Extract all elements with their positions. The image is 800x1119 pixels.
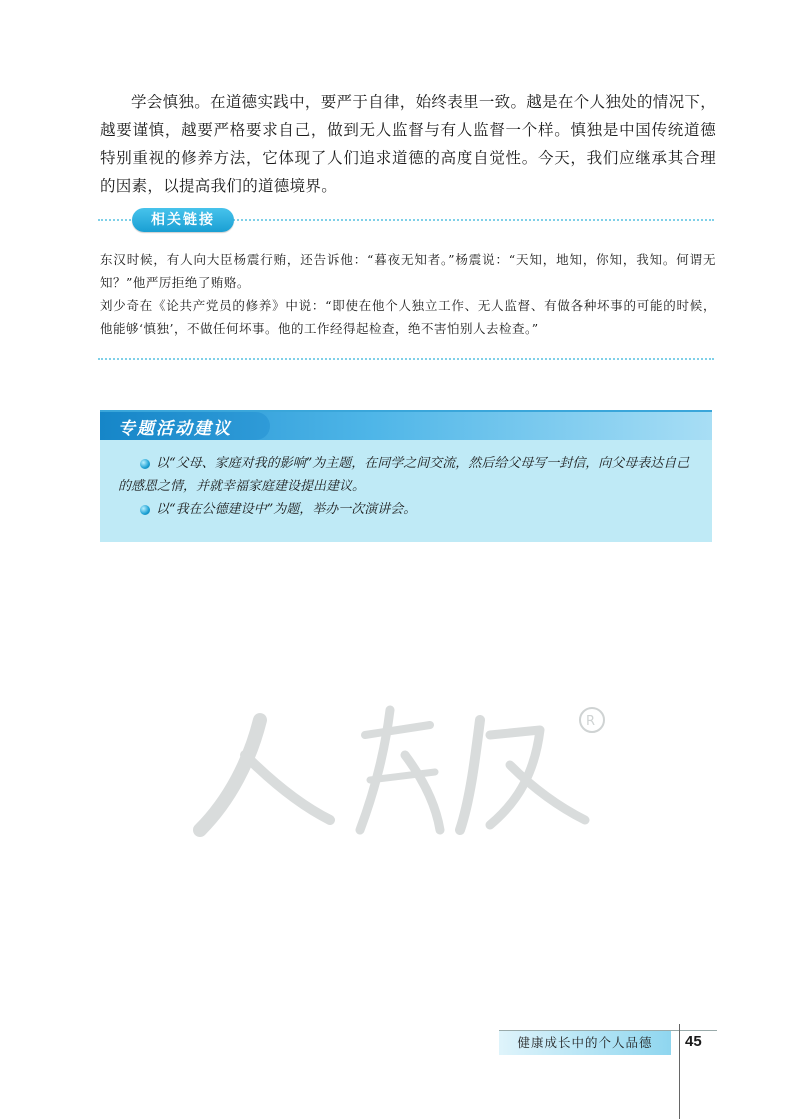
activity-header [100,412,712,440]
footer-rule-vertical [679,1024,680,1119]
activity-box [100,410,712,542]
dotted-divider-bottom [98,358,714,360]
watermark-logo-icon [190,680,610,850]
link-box-title: 相关链接 [132,208,234,232]
footer-section-label: 健康成长中的个人品德 [499,1031,671,1055]
link-paragraph: 东汉时候，有人向大臣杨震行贿，还告诉他：“暮夜无知者。”杨震说：“天知，地知，你知，我知。何谓无知？”他严厉拒绝了贿赂。 [100,252,716,290]
svg-text:R: R [586,714,596,729]
page-number: 45 [685,1033,702,1050]
activity-title: 专题活动建议 [118,419,232,439]
activity-item [118,498,702,521]
activity-item [118,452,702,498]
publisher-watermark [190,680,610,850]
activity-content [118,452,702,521]
sphere-bullet-icon [140,505,150,515]
activity-item-text: 以“我在公德建设中”为题，举办一次演讲会。 [156,502,417,517]
link-box-body [100,248,716,340]
main-paragraph: 学会慎独。在道德实践中，要严于自律，始终表里一致。越是在个人独处的情况下，越要谨慎，越要严格要求自己，做到无人监督与有人监督一个样。慎独是中国传统道德特别重视的修养方法，它体现了人们追求道德的高度自觉性。今天，我们应继承其合理的因素，以提高我们的道德境界。 [100,93,716,195]
sphere-bullet-icon [140,459,150,469]
link-paragraph: 刘少奇在《论共产党员的修养》中说：“即使在他个人独立工作、无人监督、有做各种坏事的可能的时候，他能够‘慎独’，不做任何坏事。他的工作经得起检查，绝不害怕别人去检查。” [100,298,716,336]
activity-item-text: 以“父母、家庭对我的影响”为主题，在同学之间交流，然后给父母写一封信，向父母表达自己的感恩之情，并就幸福家庭建设提出建议。 [118,456,690,494]
